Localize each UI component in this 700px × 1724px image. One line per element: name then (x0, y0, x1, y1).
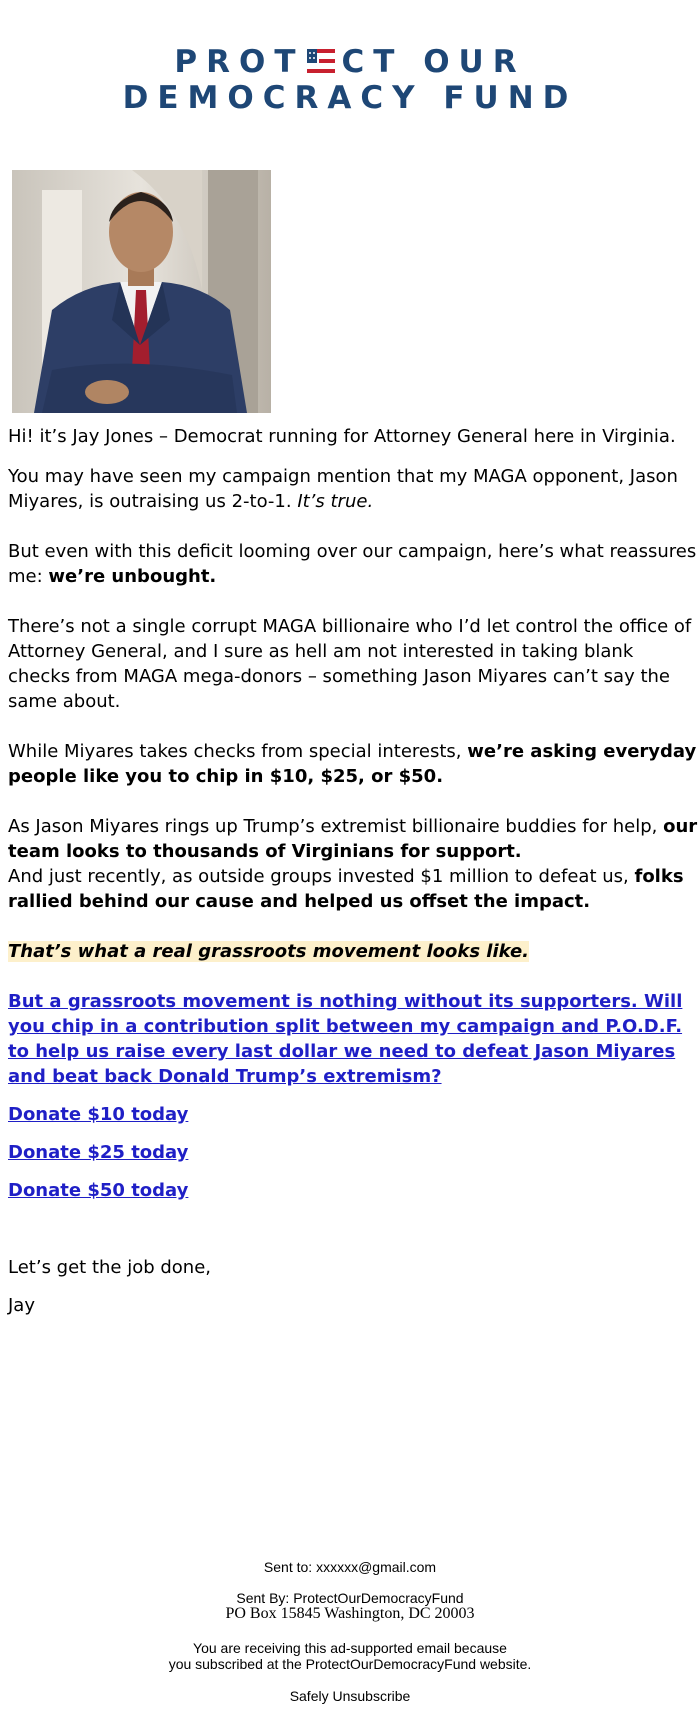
logo-line-2: DEMOCRACY FUND (122, 80, 578, 116)
paragraph-grassroots (8, 939, 698, 964)
notice-line-2: you subscribed at the ProtectOurDemocracyFund website. (168, 1656, 532, 1672)
flag-e-icon (307, 49, 335, 73)
signoff-line: Let’s get the job done, (8, 1257, 212, 1278)
chip-in-emphasis: we’re asking everyday people like you to chip in $10, $25, or $50. (8, 741, 697, 787)
logo-line-1 (0, 44, 700, 80)
signature: Jay (8, 1295, 35, 1316)
paragraph-outraised-text: You may have seen my campaign mention that my MAGA opponent, Jason Miyares, is outraising us 2-to-1. (8, 466, 678, 512)
paragraph-outraised (8, 464, 698, 514)
unsubscribe-link[interactable]: Safely Unsubscribe (289, 1688, 411, 1704)
mailing-address: PO Box 15845 Washington, DC 20003 (225, 1605, 475, 1622)
portrait-image (12, 170, 271, 413)
paragraph-special-interests (8, 739, 698, 789)
notice-line-1: You are receiving this ad-supported email because (193, 1640, 507, 1656)
unbought-emphasis: we’re unbought. (48, 566, 217, 587)
paragraph-billionaire: There’s not a single corrupt MAGA billionaire who I’d let control the office of Attorney General, and I sure as hell am not interested in taking blank checks from MAGA mega-donors – something Jason Miyares can’t say the same about. (8, 616, 692, 712)
email-footer (0, 1559, 700, 1704)
its-true-emphasis: It’s true. (297, 491, 374, 512)
grassroots-highlight: That’s what a real grassroots movement looks like. (8, 941, 530, 962)
sent-by-line: Sent By: ProtectOurDemocracyFund (236, 1590, 464, 1606)
donate-25-link[interactable]: Donate $25 today (8, 1142, 189, 1163)
support-emphasis: our team looks to thousands of Virginians for support. (8, 816, 698, 862)
paragraph-special-interests-text: While Miyares takes checks from special interests, (8, 741, 468, 762)
candidate-photo (12, 170, 271, 413)
paragraph-outside-groups (8, 864, 698, 914)
logo-text-start: PROT (174, 44, 305, 80)
paragraph-trump-buddies-text: As Jason Miyares rings up Trump’s extremist billionaire buddies for help, (8, 816, 664, 837)
donate-50-link[interactable]: Donate $50 today (8, 1180, 189, 1201)
paragraph-unbought-text: But even with this deficit looming over our campaign, here’s what reassures me: (8, 541, 697, 587)
donate-10-link[interactable]: Donate $10 today (8, 1104, 189, 1125)
intro-paragraph: Hi! it’s Jay Jones – Democrat running for Attorney General here in Virginia. (8, 426, 676, 447)
paragraph-unbought (8, 539, 698, 589)
paragraph-outside-groups-text: And just recently, as outside groups invested $1 million to defeat us, (8, 866, 635, 887)
sent-to-line: Sent to: xxxxxx@gmail.com (263, 1559, 437, 1575)
contribution-ask-link[interactable]: But a grassroots movement is nothing without its supporters. Will you chip in a contribution split between my campaign and P.O.D.F. to help us raise every last dollar we need to defeat Jason Miyares and beat back Donald Trump’s extremism? (8, 991, 683, 1087)
rallied-emphasis: folks rallied behind our cause and helped us offset the impact. (8, 866, 684, 912)
email-body (8, 424, 698, 1318)
paragraph-trump-buddies (8, 814, 698, 864)
logo-text-end: CT OUR (341, 44, 526, 80)
paragraph-ask (8, 989, 698, 1089)
brand-logo (0, 44, 700, 116)
